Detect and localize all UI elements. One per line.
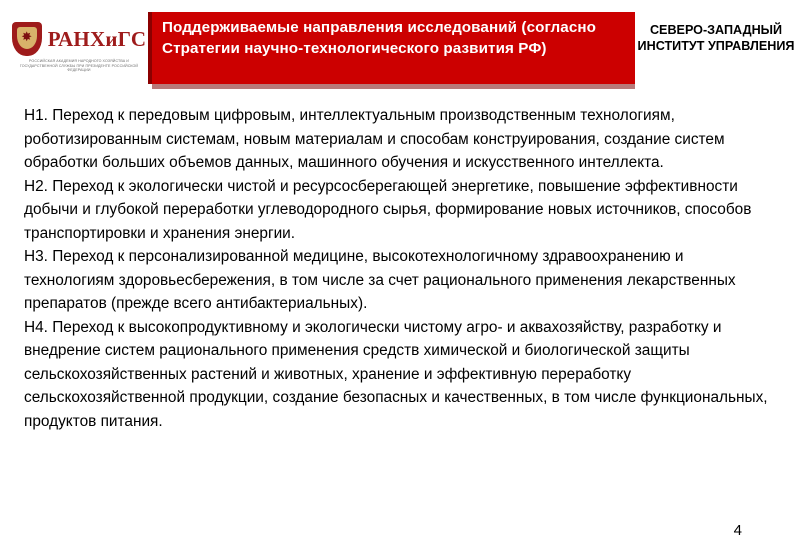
slide-header <box>0 0 800 96</box>
ranepa-logo <box>10 22 148 80</box>
banner-shadow <box>152 84 635 89</box>
slide-number: 4 <box>733 522 742 539</box>
paragraph-n3: Н3. Переход к персонализированной медицине, высокотехнологичному здравоохранению и технологиям здоровьесбережения, в том числе за счет рационального применения лекарственных препаратов (прежде всего антибактериальных). <box>24 248 736 312</box>
title-banner <box>148 12 635 84</box>
paragraph-n1: Н1. Переход к передовым цифровым, интеллектуальным производственным технологиям, роботизированным системам, новым материалам и способам конструирования, создание систем обработки больших объемов данных, машинного обучения и искусственного интеллекта. <box>24 107 725 171</box>
ranepa-emblem-icon <box>12 22 42 56</box>
institute-name: СЕВЕРО-ЗАПАДНЫЙ ИНСТИТУТ УПРАВЛЕНИЯ <box>637 23 795 53</box>
banner-title: Поддерживаемые направления исследований (согласно Стратегии научно-технологического развития РФ) <box>162 19 597 57</box>
emblem-eagle-icon: ✸ <box>21 29 33 44</box>
logo-full-name: РОССИЙСКАЯ АКАДЕМИЯ НАРОДНОГО ХОЗЯЙСТВА И ГОСУДАРСТВЕННОЙ СЛУЖБЫ ПРИ ПРЕЗИДЕНТЕ РОССИЙСКОЙ ФЕДЕРАЦИИ <box>19 59 139 73</box>
logo-row <box>12 22 147 56</box>
slide-body <box>24 104 776 433</box>
paragraph-n4: Н4. Переход к высокопродуктивному и экологически чистому агро- и аквахозяйству, разработку и внедрение систем рационального применения средств химической и биологической защиты сельскохозяйственных растений и животных, хранение и эффективную переработку сельскохозяйственной продукции, создание безопасных и качественных, в том числе функциональных, продуктов питания. <box>24 318 768 430</box>
paragraph-n2: Н2. Переход к экологически чистой и ресурсосберегающей энергетике, повышение эффективности добычи и глубокой переработки углеводородного сырья, формирование новых источников, способов транспортировки и хранения энергии. <box>24 177 752 242</box>
logo-abbrev: РАНХиГС <box>47 27 147 51</box>
